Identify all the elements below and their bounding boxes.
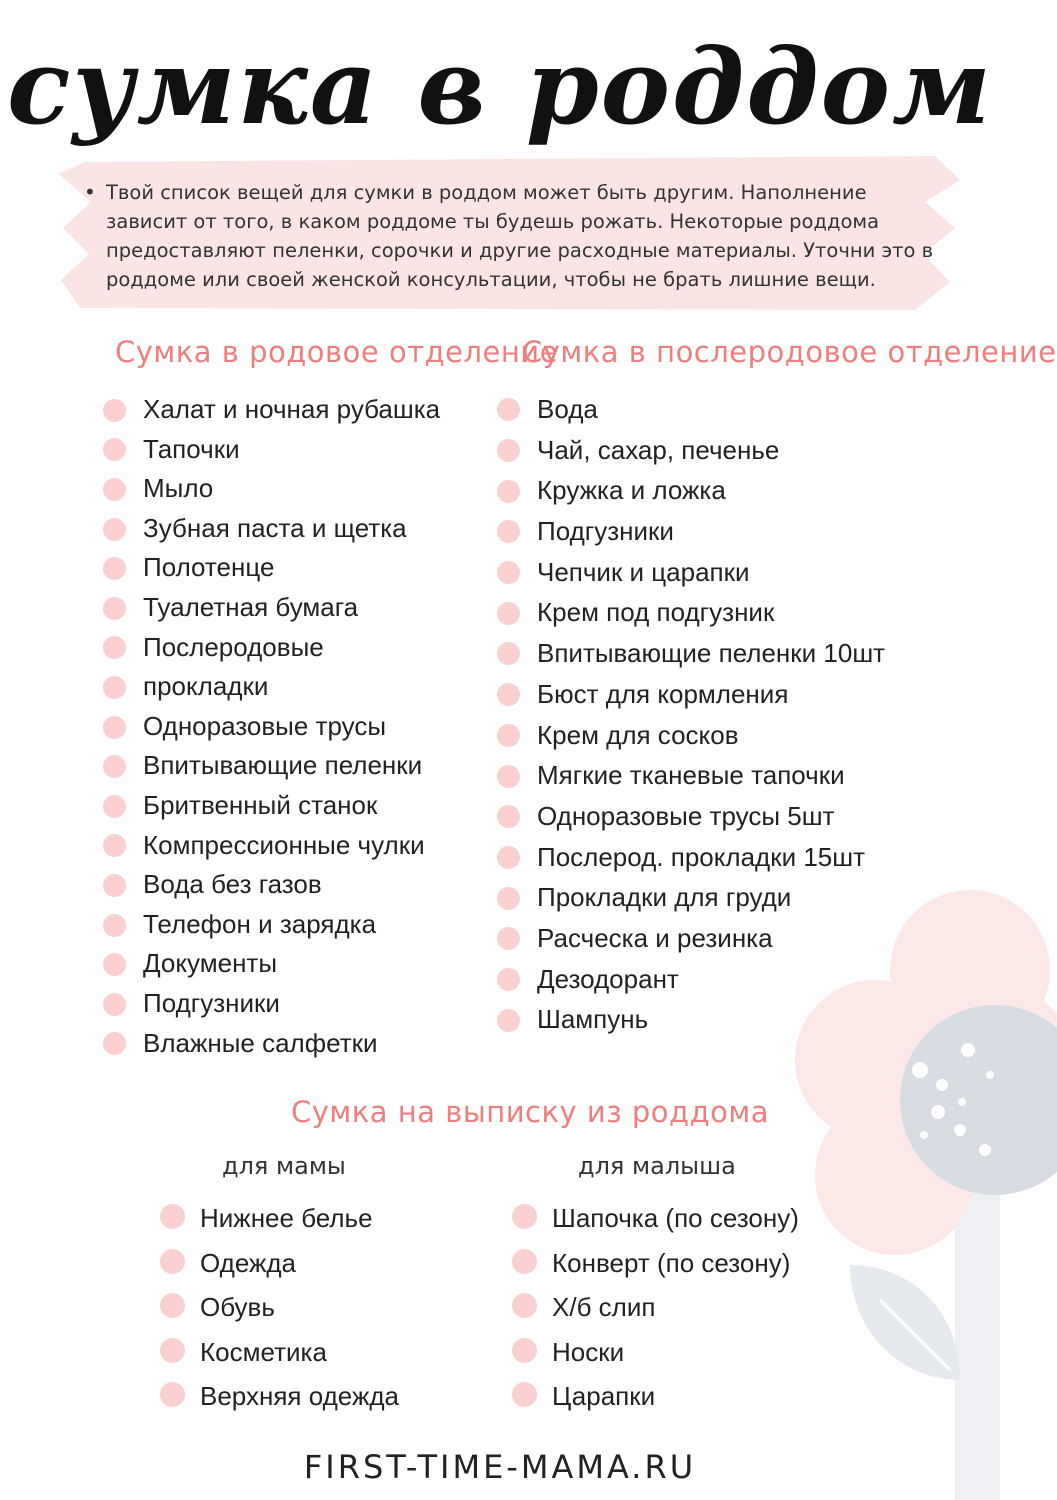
bullet-dot-icon	[512, 1293, 537, 1318]
checklist-item	[497, 796, 885, 837]
bullet-dot-icon	[497, 520, 520, 543]
discharge-mom-list	[160, 1196, 399, 1419]
baby-subtitle: для малыша	[578, 1152, 736, 1180]
checklist-item	[497, 715, 885, 756]
checklist-item	[103, 865, 440, 905]
checklist-item	[497, 755, 885, 796]
checklist-item	[103, 588, 440, 628]
checklist-item	[512, 1241, 799, 1286]
checklist-item	[160, 1330, 399, 1375]
checklist-item	[103, 746, 440, 786]
checklist-item	[497, 552, 885, 593]
bullet-dot-icon	[103, 478, 126, 501]
labor-bag-list	[103, 390, 440, 1063]
bullet-dot-icon	[160, 1293, 185, 1318]
checklist-item	[103, 548, 440, 588]
checklist-item	[512, 1196, 799, 1241]
discharge-bag-title: Сумка на выписку из роддома	[291, 1095, 770, 1129]
bullet-dot-icon	[497, 398, 520, 421]
checklist-item	[512, 1285, 799, 1330]
checklist-item-label: Вода	[537, 394, 598, 424]
intro-note	[84, 178, 954, 294]
checklist-item-label: Кружка и ложка	[537, 475, 726, 506]
checklist-item	[497, 389, 885, 430]
postpartum-bag-title: Сумка в послеродовое отделение	[522, 335, 1057, 369]
bullet-dot-icon	[160, 1249, 185, 1274]
bullet-dot-icon	[103, 597, 126, 620]
checklist-item-label: Конверт (по сезону)	[552, 1247, 791, 1278]
bullet-dot-icon	[160, 1204, 185, 1229]
checklist-item	[497, 837, 885, 878]
checklist-item-label: Х/б слип	[552, 1292, 656, 1322]
bullet-dot-icon	[512, 1338, 537, 1363]
bullet-dot-icon	[160, 1382, 185, 1407]
labor-bag-title: Сумка в родовое отделение	[115, 335, 558, 369]
checklist-item	[512, 1330, 799, 1375]
bullet-dot-icon	[512, 1249, 537, 1274]
checklist-item-label: Халат и ночная рубашка	[143, 394, 441, 424]
checklist-item-label: Косметика	[200, 1336, 327, 1367]
checklist-item-label: Шапочка (по сезону)	[552, 1203, 799, 1233]
checklist-item-label: Царапки	[552, 1381, 656, 1411]
checklist-item-label: Шампунь	[537, 1004, 649, 1035]
checklist-item	[160, 1196, 399, 1241]
checklist-item-label: Носки	[552, 1336, 625, 1367]
mom-subtitle: для мамы	[222, 1152, 346, 1180]
checklist-item-label: Послерод. прокладки 15шт	[537, 841, 866, 872]
bullet-dot-icon	[497, 846, 520, 869]
checklist-item	[103, 786, 440, 826]
checklist-item	[103, 1024, 440, 1064]
bullet-dot-icon	[497, 968, 520, 991]
bullet-dot-icon	[103, 993, 126, 1016]
checklist-item-label: Одноразовые трусы 5шт	[537, 800, 835, 831]
bullet-dot-icon	[103, 953, 126, 976]
bullet-dot-icon	[512, 1382, 537, 1407]
bullet-dot-icon	[497, 480, 520, 503]
bullet-dot-icon	[103, 676, 126, 699]
checklist-item	[103, 628, 440, 668]
bullet-dot-icon	[497, 805, 520, 828]
checklist-item-label: прокладки	[143, 671, 269, 702]
checklist-item-label: Мягкие тканевые тапочки	[537, 760, 845, 791]
bullet-dot-icon	[160, 1338, 185, 1363]
bullet-icon: •	[84, 180, 96, 204]
checklist-item	[103, 667, 440, 707]
checklist-item-label: Мыло	[143, 473, 214, 504]
checklist-item-label: Подгузники	[537, 516, 674, 547]
checklist-item	[103, 826, 440, 866]
bullet-dot-icon	[103, 438, 126, 461]
checklist-item-label: Впитывающие пеленки 10шт	[537, 638, 886, 669]
checklist-item	[103, 707, 440, 747]
bullet-dot-icon	[497, 724, 520, 747]
bullet-dot-icon	[512, 1204, 537, 1229]
bullet-dot-icon	[497, 561, 520, 584]
bullet-dot-icon	[497, 927, 520, 950]
checklist-item	[497, 674, 885, 715]
footer-site-url: FIRST-TIME-MAMA.RU	[303, 1448, 697, 1486]
checklist-item	[497, 470, 885, 511]
checklist-item-label: Документы	[143, 948, 278, 979]
bullet-dot-icon	[103, 1032, 126, 1055]
checklist-item-label: Тапочки	[143, 433, 240, 464]
bullet-dot-icon	[497, 1009, 520, 1032]
checklist-item-label: Одноразовые трусы	[143, 710, 387, 741]
checklist-item	[160, 1374, 399, 1419]
checklist-item-label: Туалетная бумага	[143, 591, 359, 622]
checklist-item	[160, 1241, 399, 1286]
bullet-dot-icon	[497, 683, 520, 706]
checklist-item-label: Зубная паста и щетка	[143, 512, 407, 543]
bullet-dot-icon	[497, 602, 520, 625]
checklist-item	[497, 592, 885, 633]
checklist-item	[103, 944, 440, 984]
checklist-item-label: Компрессионные чулки	[143, 829, 425, 860]
checklist-item-label: Телефон и зарядка	[143, 908, 377, 939]
checklist-item	[103, 430, 440, 470]
checklist-item-label: Бюст для кормления	[537, 678, 789, 709]
bullet-dot-icon	[103, 914, 126, 937]
checklist-item-label: Бритвенный станок	[143, 789, 378, 820]
bullet-dot-icon	[103, 716, 126, 739]
bullet-dot-icon	[103, 399, 126, 422]
bullet-dot-icon	[103, 518, 126, 541]
checklist-item	[103, 390, 440, 430]
checklist-item	[103, 905, 440, 945]
checklist-item-label: Верхняя одежда	[200, 1381, 399, 1411]
checklist-item-label: Одежда	[200, 1247, 297, 1278]
checklist-item	[103, 984, 440, 1024]
checklist-item-label: Крем под подгузник	[537, 597, 775, 628]
checklist-item	[512, 1374, 799, 1419]
checklist-item-label: Обувь	[200, 1292, 275, 1322]
checklist-item-label: Дезодорант	[537, 963, 679, 994]
checklist-item-label: Полотенце	[143, 552, 275, 583]
checklist-item-label: Подгузники	[143, 987, 280, 1018]
checklist-item-label: Влажные салфетки	[143, 1027, 378, 1058]
checklist-item-label: Прокладки для груди	[537, 882, 792, 913]
bullet-dot-icon	[103, 795, 126, 818]
flower-decoration	[790, 880, 1000, 1500]
checklist-item-label: Крем для сосков	[537, 719, 739, 750]
checklist-item-label: Послеродовые	[143, 631, 324, 662]
checklist-item	[160, 1285, 399, 1330]
checklist-item-label: Впитывающие пеленки	[143, 750, 423, 781]
page-title: сумка в роддом	[7, 25, 993, 148]
bullet-dot-icon	[497, 887, 520, 910]
bullet-dot-icon	[103, 874, 126, 897]
bullet-dot-icon	[103, 636, 126, 659]
bullet-dot-icon	[103, 557, 126, 580]
checklist-item	[497, 511, 885, 552]
checklist-item-label: Вода без газов	[143, 869, 322, 900]
checklist-item-label: Нижнее белье	[200, 1203, 373, 1233]
checklist-item	[497, 430, 885, 471]
checklist-item	[103, 509, 440, 549]
bullet-dot-icon	[497, 765, 520, 788]
bullet-dot-icon	[497, 642, 520, 665]
checklist-item	[497, 633, 885, 674]
bullet-dot-icon	[497, 439, 520, 462]
checklist-item	[103, 469, 440, 509]
checklist-item-label: Расческа и резинка	[537, 922, 773, 953]
bullet-dot-icon	[103, 755, 126, 778]
checklist-item-label: Чай, сахар, печенье	[537, 434, 780, 465]
discharge-baby-list	[512, 1196, 799, 1419]
bullet-dot-icon	[103, 834, 126, 857]
checklist-item-label: Чепчик и царапки	[537, 556, 750, 587]
intro-note-text: Твой список вещей для сумки в роддом может быть другим. Наполнение зависит от того, в каком роддоме ты будешь рожать. Некоторые роддома предоставляют пеленки, сорочки и другие расходные материалы. Уточни это в роддоме или своей женской консультации, чтобы не брать лишние вещи.	[106, 181, 934, 291]
